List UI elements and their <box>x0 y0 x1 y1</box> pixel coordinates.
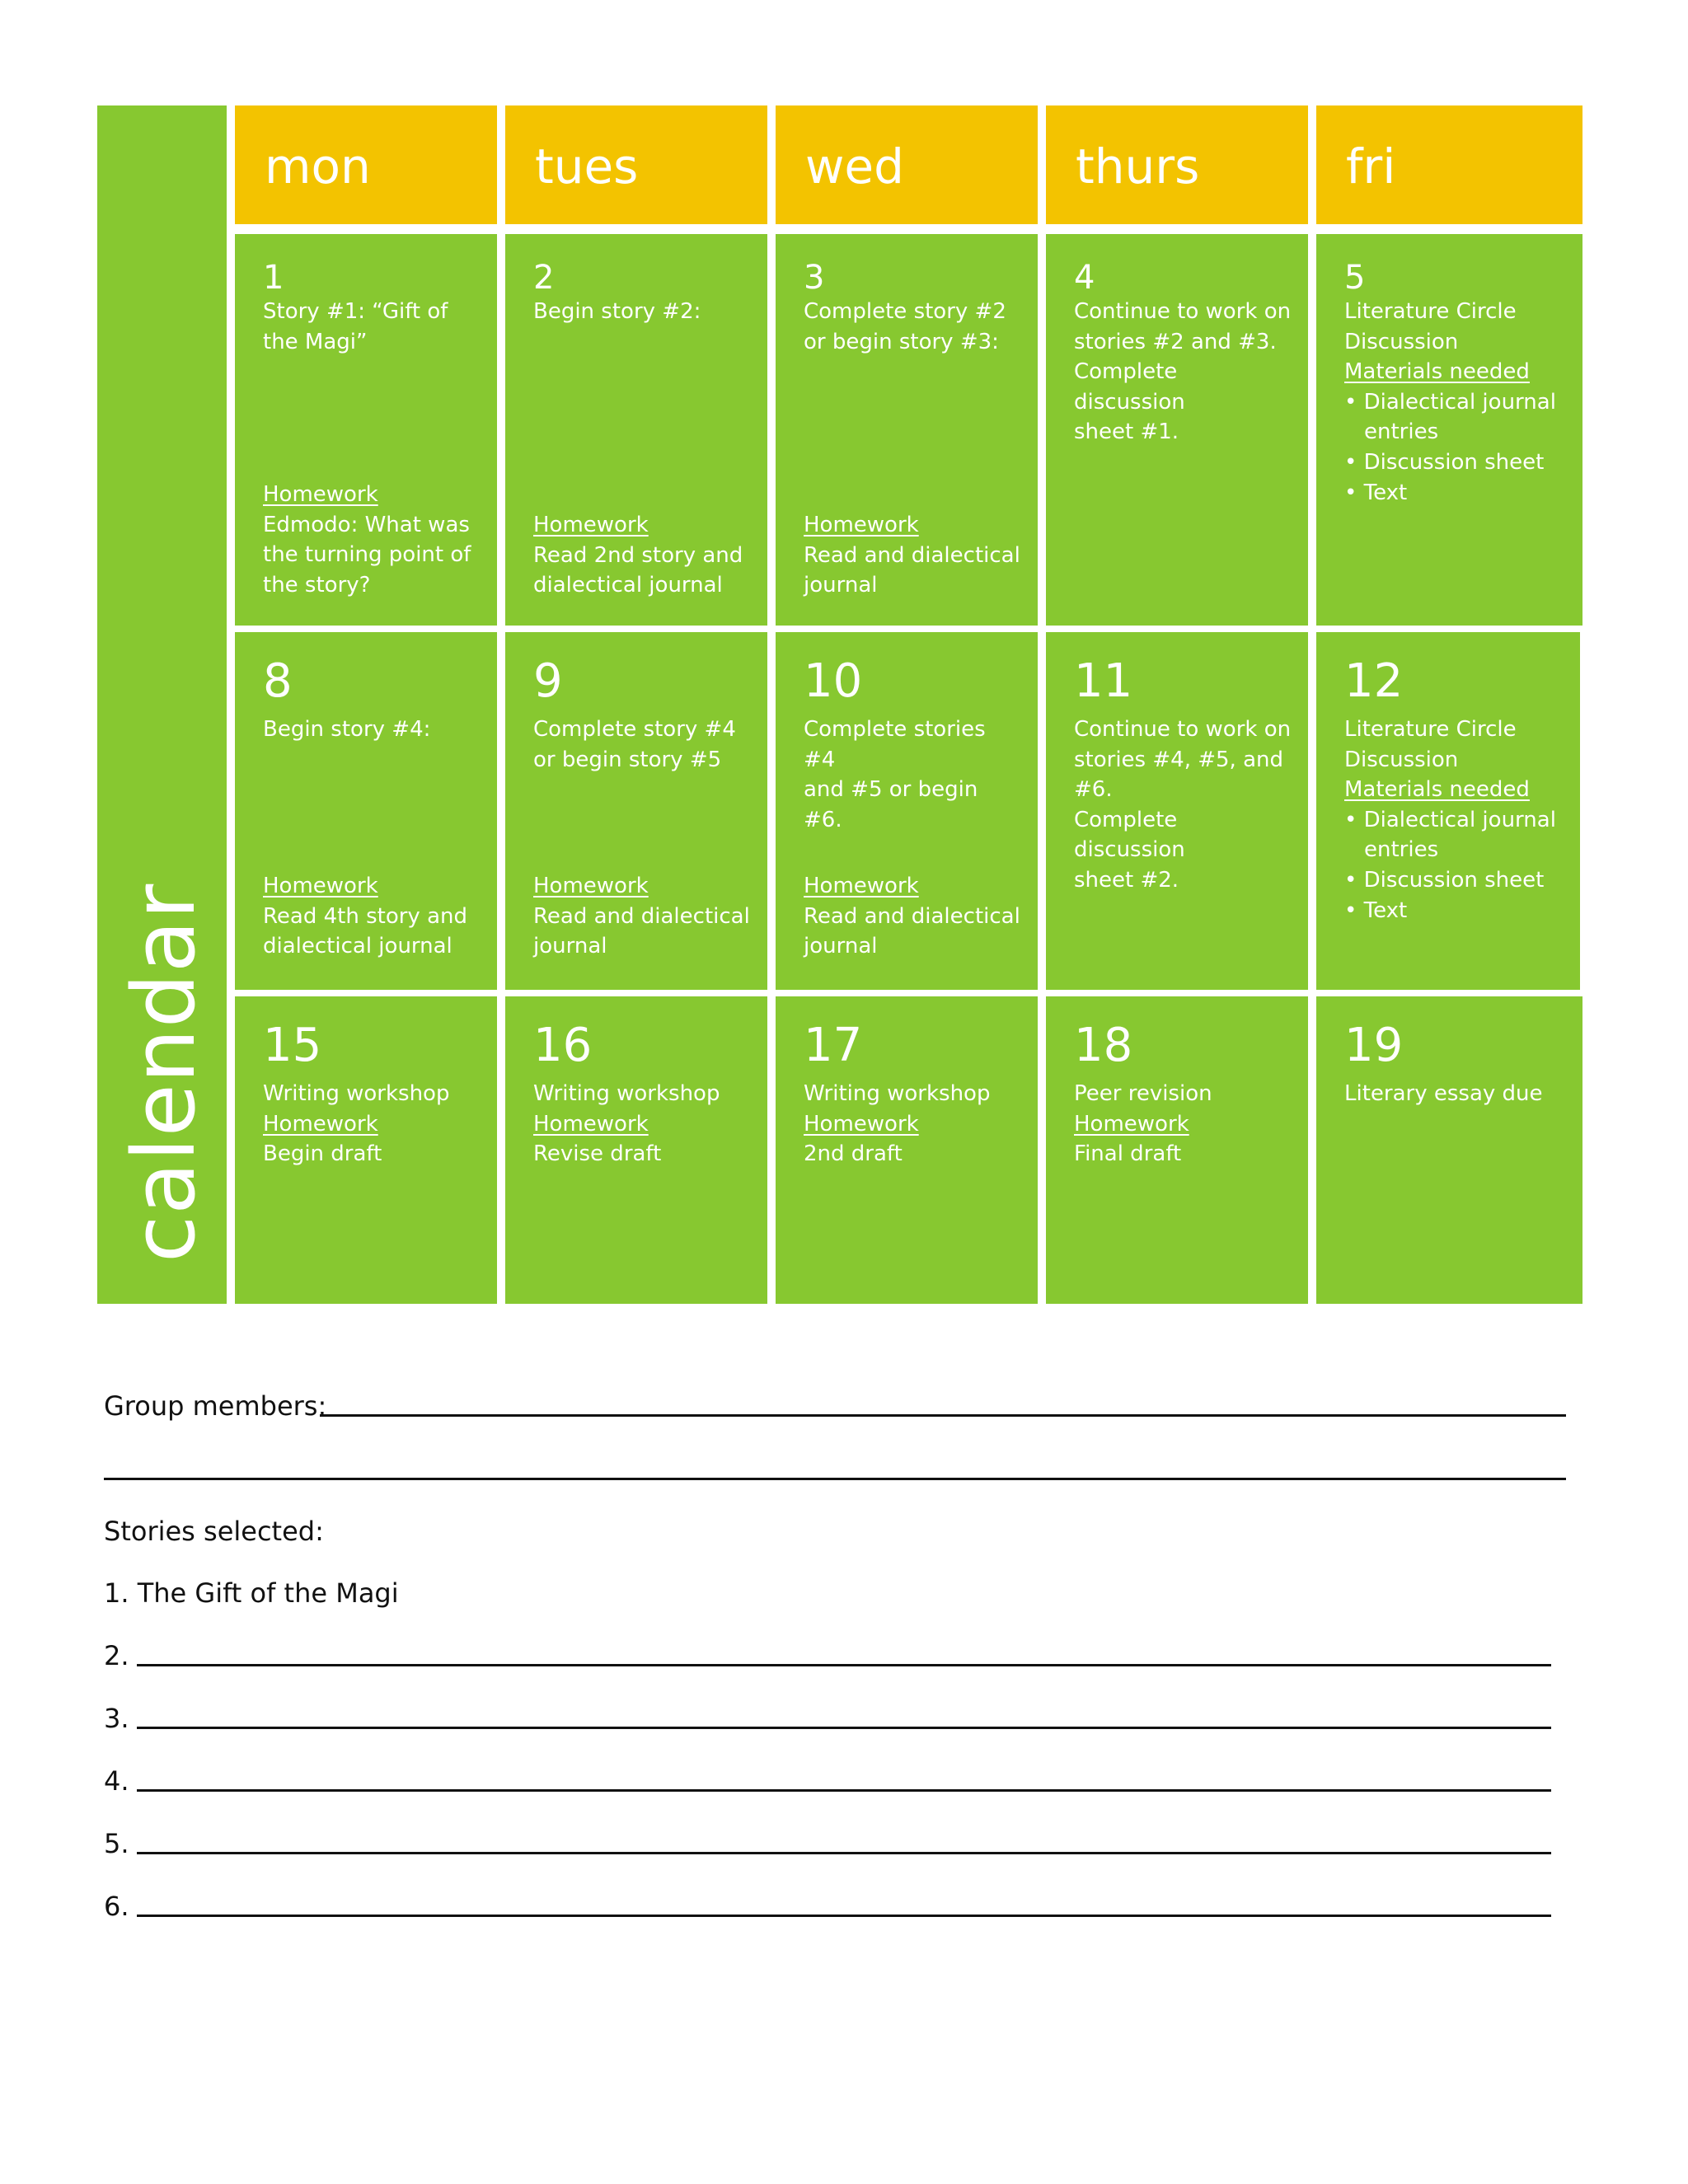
day-cell-5 <box>1316 234 1582 626</box>
cell-text: Literary essay due <box>1344 1081 1543 1106</box>
cell-text: Complete stories #4 <box>804 717 986 772</box>
day-cell-3 <box>776 234 1038 626</box>
cell-text: the Magi” <box>263 329 368 354</box>
story-item-5-number: 5. <box>104 1828 129 1859</box>
cell-text: Complete discussion <box>1074 359 1185 415</box>
story-item-4-number: 4. <box>104 1765 129 1797</box>
homework-block <box>804 510 1021 601</box>
homework-block <box>533 510 751 601</box>
homework-text: Begin draft <box>263 1141 382 1167</box>
cell-text: Begin story #2: <box>533 299 701 324</box>
day-number: 11 <box>1074 654 1133 708</box>
homework-label: Homework <box>263 874 378 898</box>
day-cell-17 <box>776 996 1038 1304</box>
story-item-1: 1. The Gift of the Magi <box>104 1577 399 1609</box>
day-number: 2 <box>533 259 555 297</box>
story-item-3-number: 3. <box>104 1703 129 1734</box>
materials-item: • Discussion sheet <box>1344 449 1545 475</box>
group-members-line-2[interactable] <box>104 1478 1566 1480</box>
cell-text: and #5 or begin #6. <box>804 777 978 832</box>
story-item-2-line[interactable] <box>137 1664 1551 1666</box>
day-cell-19 <box>1316 996 1582 1304</box>
homework-label: Homework <box>533 513 649 537</box>
day-cell-15 <box>235 996 497 1304</box>
cell-text: or begin story #3: <box>804 329 999 354</box>
calendar-title: calendar <box>113 883 214 1263</box>
story-item-4-line[interactable] <box>137 1789 1551 1792</box>
homework-text: Read 2nd story and <box>533 542 743 568</box>
cell-text: Begin story #4: <box>263 717 431 742</box>
homework-label: Homework <box>533 874 649 898</box>
story-item-3-line[interactable] <box>137 1727 1551 1729</box>
header-thurs: thurs <box>1046 105 1308 224</box>
cell-text: sheet #2. <box>1074 867 1179 893</box>
cell-text: Writing workshop <box>804 1081 991 1106</box>
day-number: 8 <box>263 654 293 708</box>
day-cell-10 <box>776 632 1038 990</box>
homework-text: dialectical journal <box>533 573 723 598</box>
group-members-label: Group members: <box>104 1390 327 1422</box>
homework-text: journal <box>804 934 878 959</box>
stories-selected-label: Stories selected: <box>104 1516 324 1547</box>
cell-text: Continue to work on <box>1074 717 1292 742</box>
homework-text: 2nd draft <box>804 1141 903 1167</box>
cell-text: Complete discussion <box>1074 807 1185 863</box>
day-cell-12 <box>1316 632 1580 990</box>
homework-text: Edmodo: What was <box>263 512 470 537</box>
day-number: 12 <box>1344 654 1404 708</box>
homework-text: Read and dialectical <box>804 542 1020 568</box>
cell-text: Literature Circle <box>1344 717 1517 742</box>
homework-label: Homework <box>263 482 378 507</box>
homework-label: Homework <box>1074 1111 1189 1137</box>
story-item-5-line[interactable] <box>137 1852 1551 1854</box>
homework-text: Final draft <box>1074 1141 1182 1167</box>
header-fri: fri <box>1316 105 1582 224</box>
day-number: 17 <box>804 1019 863 1072</box>
homework-text: dialectical journal <box>263 934 452 959</box>
day-number: 3 <box>804 259 825 297</box>
day-number: 9 <box>533 654 563 708</box>
materials-label: Materials needed <box>1344 359 1530 385</box>
homework-block <box>533 871 751 962</box>
day-cell-4 <box>1046 234 1308 626</box>
homework-text: the story? <box>263 572 371 598</box>
cell-text: Writing workshop <box>533 1081 720 1106</box>
day-cell-16 <box>505 996 767 1304</box>
materials-label: Materials needed <box>1344 777 1530 803</box>
cell-text: Complete story #2 <box>804 299 1006 324</box>
materials-item: • Dialectical journal entries <box>1344 807 1556 863</box>
homework-text: Read 4th story and <box>263 903 467 929</box>
day-number: 18 <box>1074 1019 1133 1072</box>
cell-text: Continue to work on <box>1074 299 1292 324</box>
cell-text: stories #2 and #3. <box>1074 329 1277 354</box>
story-item-2-number: 2. <box>104 1640 129 1671</box>
materials-item: • Dialectical journal entries <box>1344 389 1556 445</box>
day-cell-18 <box>1046 996 1308 1304</box>
cell-text: stories #4, #5, and <box>1074 747 1283 772</box>
story-item-6-number: 6. <box>104 1891 129 1922</box>
materials-item: • Discussion sheet <box>1344 867 1545 893</box>
day-cell-9 <box>505 632 767 990</box>
homework-text: Read and dialectical <box>804 903 1020 929</box>
homework-label: Homework <box>804 874 919 898</box>
cell-text: Literature Circle <box>1344 299 1517 324</box>
cell-text: Discussion <box>1344 329 1459 354</box>
story-item-6-line[interactable] <box>137 1915 1551 1917</box>
homework-text: Read and dialectical <box>533 903 750 929</box>
cell-text: or begin story #5 <box>533 747 722 772</box>
calendar-side-panel <box>97 105 227 1304</box>
cell-text: sheet #1. <box>1074 419 1179 445</box>
cell-text: #6. <box>1074 777 1113 803</box>
day-cell-11 <box>1046 632 1308 990</box>
homework-block <box>263 480 481 600</box>
homework-label: Homework <box>533 1111 649 1137</box>
homework-label: Homework <box>263 1111 378 1137</box>
cell-text: Discussion <box>1344 747 1459 772</box>
cell-text: Story #1: “Gift of <box>263 299 448 324</box>
cell-text: Peer revision <box>1074 1081 1212 1106</box>
homework-text: journal <box>533 934 607 959</box>
header-wed: wed <box>776 105 1038 224</box>
day-cell-8 <box>235 632 497 990</box>
cell-text: Writing workshop <box>263 1081 450 1106</box>
day-number: 15 <box>263 1019 322 1072</box>
group-members-line[interactable] <box>320 1414 1566 1417</box>
day-number: 16 <box>533 1019 593 1072</box>
day-number: 4 <box>1074 259 1095 297</box>
day-number: 10 <box>804 654 863 708</box>
homework-block <box>804 871 1021 962</box>
materials-item: • Text <box>1344 898 1408 923</box>
header-tues: tues <box>505 105 767 224</box>
materials-item: • Text <box>1344 480 1408 505</box>
day-number: 19 <box>1344 1019 1404 1072</box>
day-number: 5 <box>1344 259 1366 297</box>
homework-label: Homework <box>804 1111 919 1137</box>
cell-text: Complete story #4 <box>533 717 736 742</box>
day-cell-1 <box>235 234 497 626</box>
day-cell-2 <box>505 234 767 626</box>
homework-text: the turning point of <box>263 542 471 568</box>
homework-label: Homework <box>804 513 919 537</box>
day-number: 1 <box>263 259 284 297</box>
homework-text: Revise draft <box>533 1141 662 1167</box>
homework-block <box>263 871 481 962</box>
header-mon: mon <box>235 105 497 224</box>
homework-text: journal <box>804 573 878 598</box>
